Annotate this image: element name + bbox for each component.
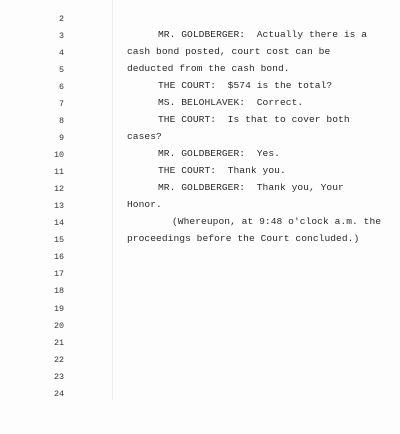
- line-number: 2: [58, 14, 64, 24]
- line-number: 12: [53, 184, 64, 194]
- line-number: 20: [53, 321, 64, 331]
- line-text: deducted from the cash bond.: [127, 63, 290, 74]
- line-text: cash bond posted, court cost can be: [127, 46, 331, 57]
- line-text: THE COURT: Thank you.: [158, 165, 286, 176]
- line-number: 4: [58, 48, 64, 58]
- line-number: 23: [53, 372, 64, 382]
- line-text: THE COURT: $574 is the total?: [158, 80, 333, 91]
- transcript-line: [0, 302, 400, 331]
- line-text: MR. GOLDBERGER: Thank you, Your: [158, 182, 344, 193]
- line-text: MS. BELOHLAVEK: Correct.: [158, 97, 304, 108]
- transcript-line: [0, 233, 400, 262]
- transcript-line: [0, 319, 400, 348]
- line-number: 9: [58, 133, 64, 143]
- line-text: proceedings before the Court concluded.): [127, 233, 360, 244]
- line-number: 17: [53, 269, 64, 279]
- transcript-line: [0, 267, 400, 296]
- line-text: MR. GOLDBERGER: Actually there is a: [158, 29, 368, 40]
- line-number: 13: [53, 201, 64, 211]
- line-number: 7: [58, 99, 64, 109]
- line-number: 6: [58, 82, 64, 92]
- line-number: 11: [53, 167, 64, 177]
- transcript-line: [0, 285, 400, 314]
- transcript-line: [0, 250, 400, 279]
- line-number: 19: [53, 304, 64, 314]
- line-number: 21: [53, 338, 64, 348]
- line-text: MR. GOLDBERGER: Yes.: [158, 148, 280, 159]
- line-text: (Whereupon, at 9:48 o'clock a.m. the: [172, 216, 382, 227]
- line-number: 10: [53, 150, 64, 160]
- line-number: 14: [53, 218, 64, 228]
- line-number: 24: [53, 389, 64, 399]
- transcript-line: [0, 370, 400, 399]
- line-number: 8: [58, 116, 64, 126]
- line-number: 15: [53, 235, 64, 245]
- transcript-line: [0, 353, 400, 382]
- transcript-line: [0, 0, 400, 40]
- line-number: 22: [53, 355, 64, 365]
- line-number: 16: [53, 252, 64, 262]
- line-number: 3: [58, 31, 64, 41]
- line-number: 5: [58, 65, 64, 75]
- line-text: Honor.: [127, 199, 162, 210]
- line-text: THE COURT: Is that to cover both: [158, 114, 350, 125]
- line-text: cases?: [127, 131, 162, 142]
- line-number: 18: [53, 286, 64, 296]
- transcript-line: [0, 336, 400, 365]
